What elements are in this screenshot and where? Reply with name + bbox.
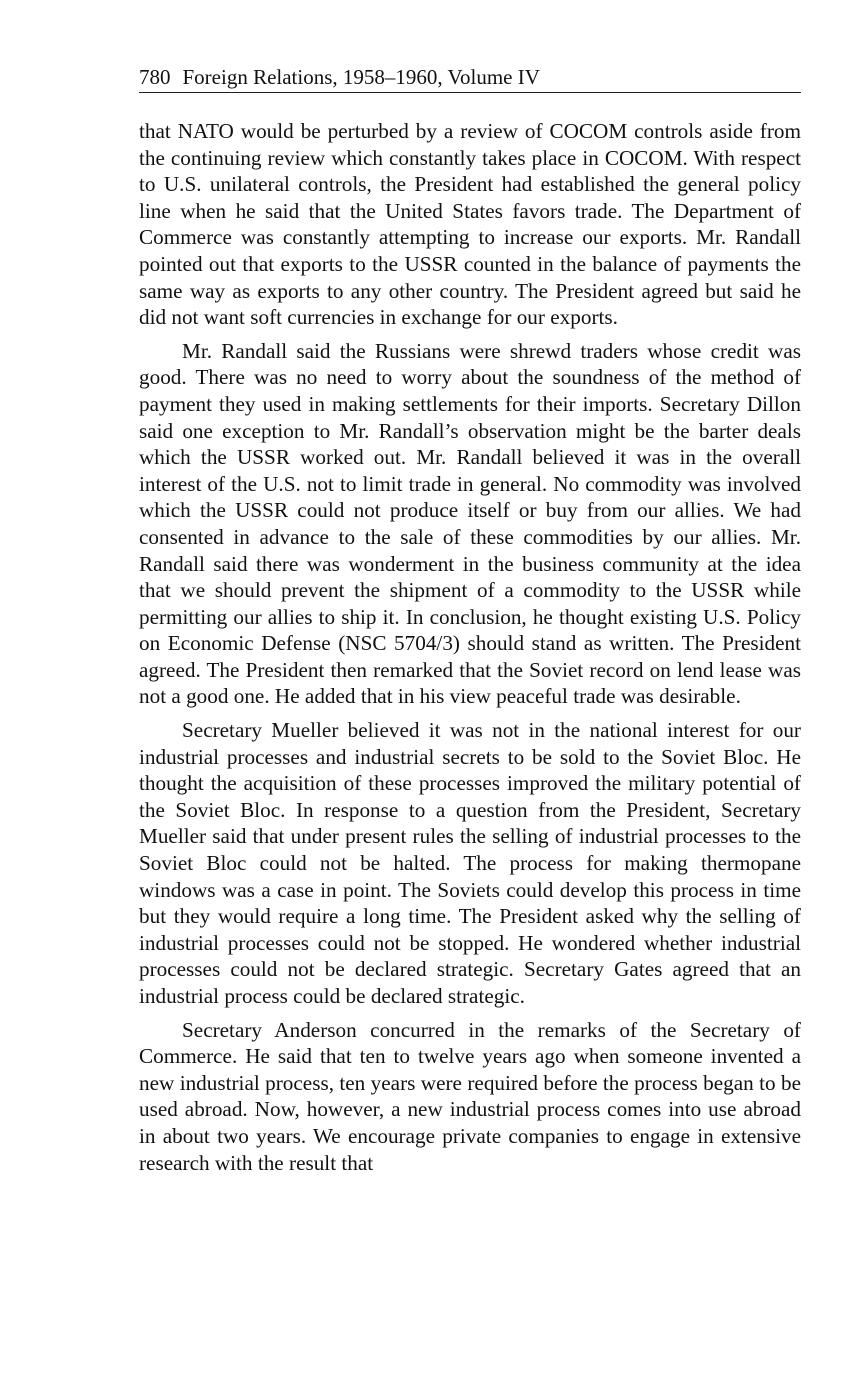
paragraph-randall: Mr. Randall said the Russians were shrewd traders whose credit was good. There was no need to worry about the soundness of the method of payment they used in making settlements for their imports. Secretary Dillon said one exception to Mr. Randall’s observation might be the barter deals which the USSR worked out. Mr. Randall believed it was in the overall interest of the U.S. not to limit trade in general. No commodity was involved which the USSR could not produce itself or buy from our allies. We had consented in advance to the sale of these commodities by our allies. Mr. Randall said there was wonderment in the business community at the idea that we should prevent the shipment of a commodity to the USSR while permitting our allies to ship it. In conclusion, he thought existing U.S. Policy on Economic Defense (NSC 5704/3) should stand as written. The President agreed. The President then remarked that the Soviet record on lend lease was not a good one. He added that in his view peaceful trade was desirable. xyxy=(139,338,801,709)
paragraph-anderson: Secretary Anderson concurred in the remarks of the Secretary of Commerce. He said that ten to twelve years ago when someone invented a new industrial process, ten years were required before the process began to be used abroad. Now, however, a new industrial process comes into use abroad in about two years. We encourage private companies to engage in extensive research with the result that xyxy=(139,1017,801,1175)
running-header xyxy=(139,64,801,93)
volume-title: Foreign Relations, 1958–1960, Volume IV xyxy=(182,65,540,89)
paragraph-mueller: Secretary Mueller believed it was not in the national interest for our industrial processes and industrial secrets to be sold to the Soviet Bloc. He thought the acquisition of these processes improved the military potential of the Soviet Bloc. In response to a question from the President, Secretary Mueller said that under present rules the selling of industrial processes to the Soviet Bloc could not be halted. The process for making thermopane windows was a case in point. The Soviets could develop this process in time but they would require a long time. The President asked why the selling of industrial processes could not be stopped. He wondered whether industrial processes could not be declared strategic. Secretary Gates agreed that an industrial process could be declared strategic. xyxy=(139,718,801,1008)
paragraph-continued: that NATO would be perturbed by a review of COCOM controls aside from the continuing review which constantly takes place in COCOM. With respect to U.S. unilateral controls, the President had established the general policy line when he said that the United States favors trade. The Department of Commerce was constantly attempting to increase our exports. Mr. Randall pointed out that exports to the USSR counted in the balance of payments the same way as exports to any other country. The President agreed but said he did not want soft currencies in exchange for our exports. xyxy=(139,119,801,330)
page-number: 780 xyxy=(139,65,171,89)
body-text xyxy=(139,118,801,1176)
document-page xyxy=(139,64,801,1183)
